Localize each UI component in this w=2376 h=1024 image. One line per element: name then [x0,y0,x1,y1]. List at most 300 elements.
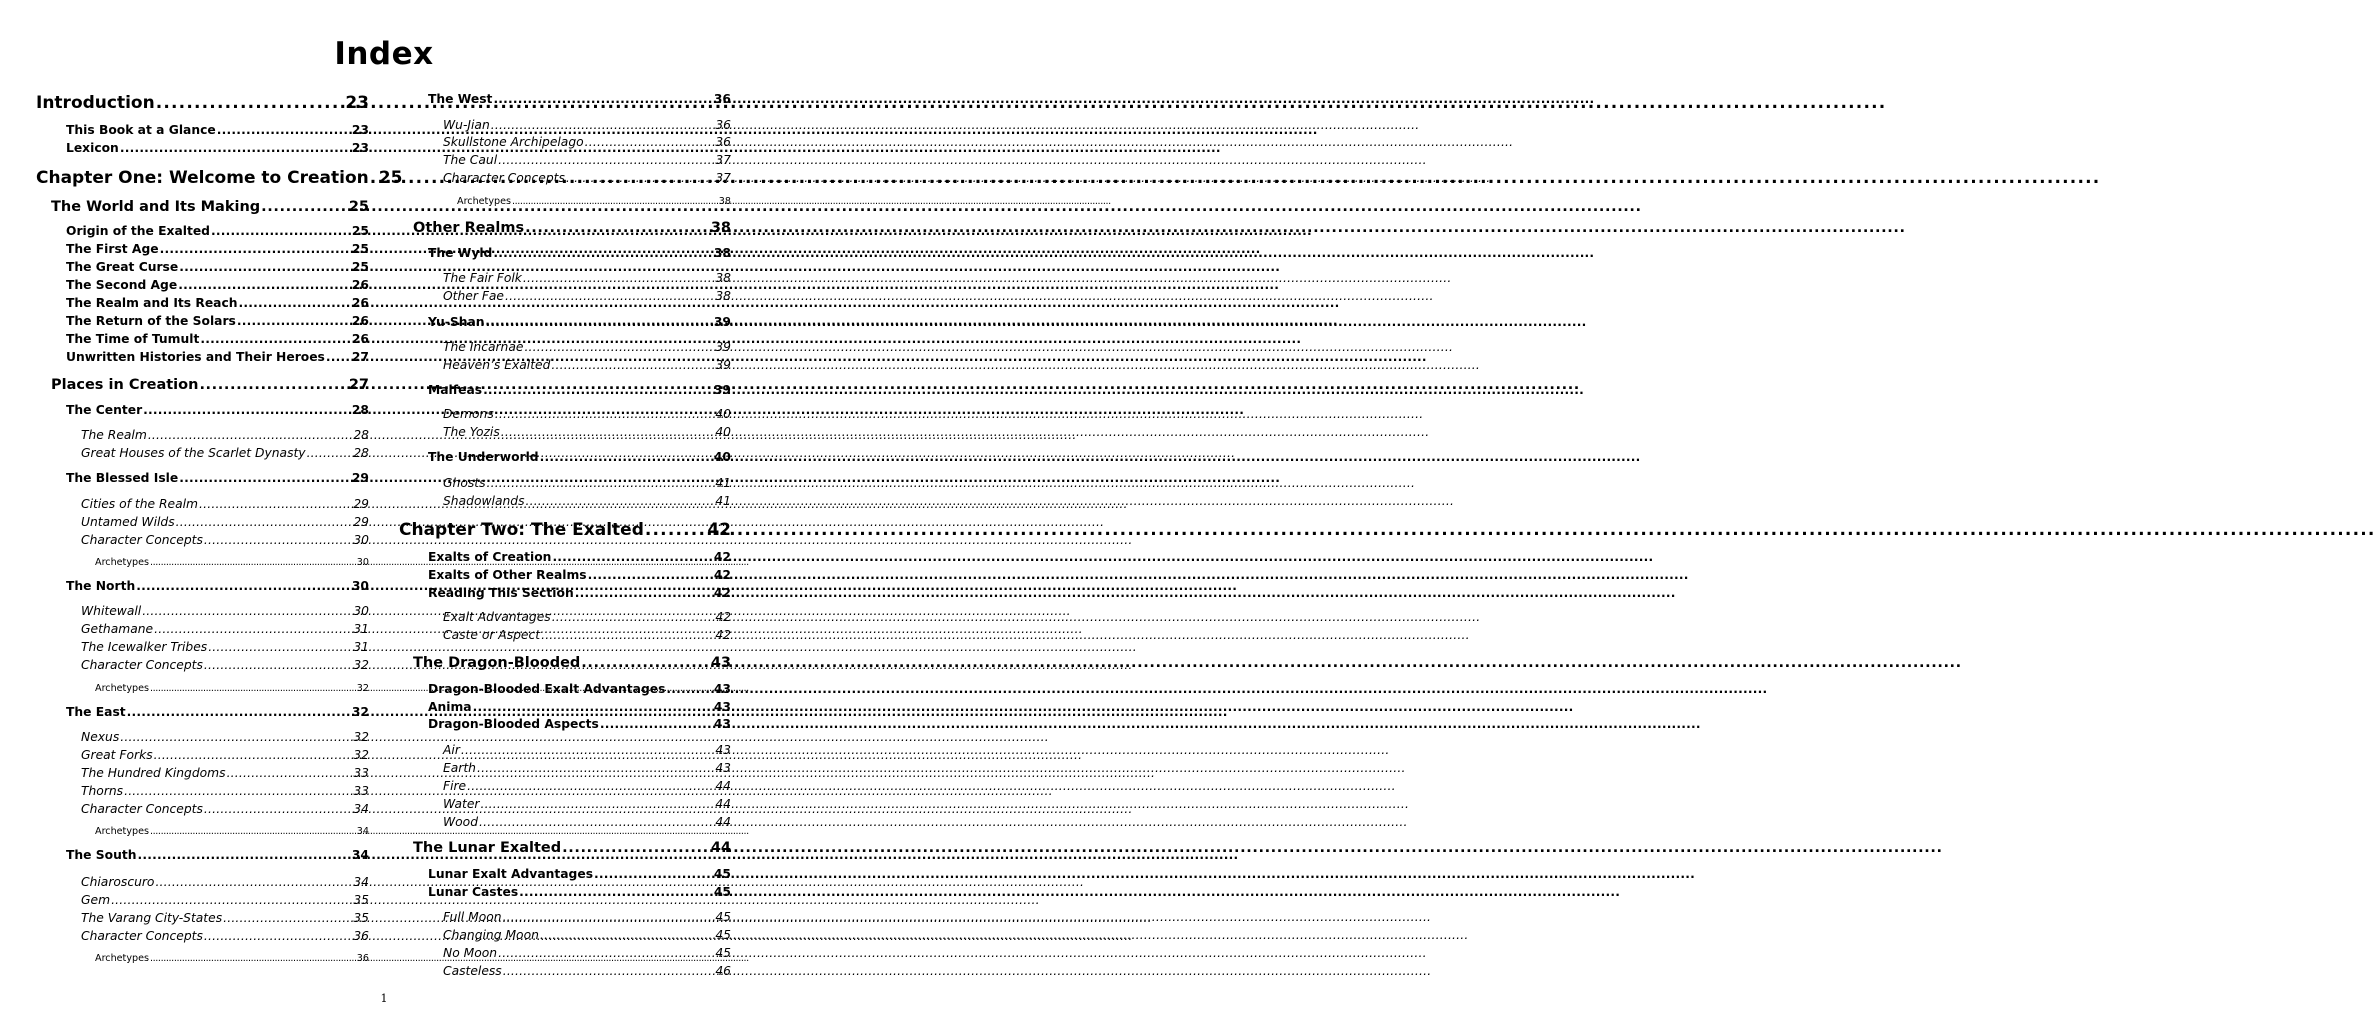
dot-leader [486,314,713,331]
entry-page-number: 33 [353,784,369,798]
index-entry [81,603,369,620]
dot-leader [498,945,714,962]
dot-leader [540,449,713,466]
dot-leader [585,134,715,151]
entry-title: Yu-Shan [428,315,485,329]
dot-leader [237,313,351,330]
page-number: 1 [380,992,388,1005]
entry-title: Changing Moon [443,928,539,942]
entry-title: Heaven’s Exalted [443,358,551,372]
entry-title: Reading This Section [428,586,574,600]
index-entry [95,682,369,696]
index-entry [95,556,369,570]
entry-title: Character Concepts [443,171,565,185]
entry-page-number: 27 [351,350,369,364]
index-entry [81,496,369,513]
entry-page-number: 38 [715,289,731,303]
entry-title: The South [66,848,137,862]
dot-leader [493,91,712,108]
entry-title: The Time of Tumult [66,332,200,346]
entry-title: Anima [428,700,472,714]
entry-title: Malfeas [428,383,483,397]
index-entry [81,892,369,909]
entry-title: Fire [443,779,467,793]
entry-page-number: 39 [715,358,731,372]
dot-leader [150,825,356,839]
entry-title: The Center [66,403,143,417]
entry-title: Caste or Aspect [443,628,541,642]
dot-leader [523,270,714,287]
dot-leader [154,621,352,638]
entry-page-number: 36 [713,92,731,106]
dot-leader [200,331,351,348]
entry-page-number: 29 [353,515,369,529]
entry-title: Untamed Wilds [81,515,175,529]
entry-title: The Underworld [428,450,539,464]
entry-title: The Dragon-Blooded [413,655,581,671]
entry-title: Water [443,797,480,811]
entry-page-number: 44 [710,840,731,856]
entry-page-number: 38 [713,246,731,260]
index-entry [443,778,731,795]
index-entry [428,884,731,901]
index-entry [428,449,731,466]
entry-title: Character Concepts [81,533,203,547]
entry-page-number: 43 [715,743,731,757]
dot-leader [594,866,713,883]
entry-page-number: 36 [715,135,731,149]
entry-page-number: 43 [713,700,731,714]
index-entry [66,349,369,366]
dot-leader [150,556,356,570]
entry-page-number: 34 [351,848,369,862]
index-entry [81,427,369,444]
index-entry [443,493,731,510]
entry-page-number: 38 [710,220,731,236]
dot-leader [477,760,714,777]
entry-title: Great Forks [81,748,153,762]
entry-title: The North [66,579,136,593]
index-entry [428,382,731,399]
index-entry [443,945,731,962]
entry-page-number: 45 [713,867,731,881]
dot-leader [519,884,713,901]
dot-leader [211,223,351,240]
entry-page-number: 32 [351,705,369,719]
index-entry [66,313,369,330]
index-entry [443,475,731,492]
entry-page-number: 28 [353,428,369,442]
entry-page-number: 42 [713,550,731,564]
entry-title: The East [66,705,126,719]
entry-title: Wu-Jian [443,118,490,132]
entry-page-number: 25 [348,199,369,215]
dot-leader [461,742,714,759]
entry-title: Dragon-Blooded Aspects [428,717,599,731]
dot-leader [307,445,353,462]
entry-page-number: 36 [356,953,369,964]
dot-leader [217,122,351,139]
entry-title: Exalts of Other Realms [428,568,587,582]
entry-title: The West [428,92,493,106]
entry-page-number: 25 [351,260,369,274]
entry-page-number: 23 [351,123,369,137]
dot-leader [204,532,352,549]
dot-leader [575,585,713,602]
entry-page-number: 26 [351,314,369,328]
entry-page-number: 42 [713,586,731,600]
dot-leader [142,603,352,620]
entry-title: Places in Creation [51,377,199,393]
entry-title: The Icewalker Tribes [81,640,208,654]
dot-leader [150,682,356,696]
dot-leader [199,496,352,513]
entry-title: The Fair Folk [443,271,522,285]
entry-title: Lunar Exalt Advantages [428,867,594,881]
index-entry [36,166,403,190]
entry-page-number: 35 [353,893,369,907]
dot-leader [179,259,351,276]
entry-page-number: 29 [351,471,369,485]
entry-page-number: 45 [715,910,731,924]
entry-page-number: 46 [715,964,731,978]
entry-page-number: 30 [356,557,369,568]
index-entry [428,567,731,584]
entry-page-number: 25 [378,168,403,188]
dot-leader [581,653,710,673]
entry-page-number: 44 [715,779,731,793]
entry-page-number: 42 [715,628,731,642]
entry-title: Archetypes [95,953,149,964]
dot-leader [501,424,715,441]
entry-page-number: 42 [713,568,731,582]
entry-title: Archetypes [95,826,149,837]
entry-title: Lexicon [66,141,119,155]
dot-leader [486,475,714,492]
entry-page-number: 27 [348,377,369,393]
dot-leader [204,801,352,818]
entry-page-number: 31 [353,622,369,636]
dot-leader [524,339,714,356]
entry-title: Archetypes [95,683,149,694]
index-entry [443,760,731,777]
dot-leader [154,747,353,764]
index-entry [66,578,369,595]
dot-leader [150,952,356,966]
index-entry [81,657,369,674]
entry-page-number: 23 [345,93,369,113]
entry-title: Character Concepts [81,658,203,672]
entry-title: The Return of the Solars [66,314,236,328]
index-entry [428,245,731,262]
index-entry [51,375,369,395]
dot-leader [124,783,352,800]
entry-page-number: 32 [353,730,369,744]
entry-page-number: 43 [713,682,731,696]
index-entry [66,241,369,258]
dot-leader [160,241,351,258]
entry-page-number: 32 [353,748,369,762]
dot-leader [370,166,378,190]
entry-title: Origin of the Exalted [66,224,210,238]
dot-leader [552,549,712,566]
entry-title: The First Age [66,242,159,256]
entry-title: Gem [81,893,111,907]
dot-leader [503,963,715,980]
entry-page-number: 28 [353,446,369,460]
entry-page-number: 38 [718,196,731,207]
entry-title: Air [443,743,460,757]
entry-title: Unwritten Histories and Their Heroes [66,350,325,364]
dot-leader [505,288,714,305]
dot-leader [480,796,714,813]
dot-leader [666,681,712,698]
entry-title: Earth [443,761,476,775]
index-entry [66,295,369,312]
index-entry [443,424,731,441]
entry-title: Thorns [81,784,124,798]
index-entry [428,681,731,698]
dot-leader [120,729,352,746]
entry-page-number: 28 [351,403,369,417]
index-entry [443,134,731,151]
entry-page-number: 33 [353,766,369,780]
entry-page-number: 39 [713,383,731,397]
entry-title: The Great Curse [66,260,179,274]
index-entry [428,866,731,883]
entry-page-number: 32 [353,658,369,672]
dot-leader [588,567,713,584]
index-entry [66,277,369,294]
entry-title: The Second Age [66,278,178,292]
dot-leader [562,838,710,858]
dot-leader [239,295,351,312]
index-entry [66,704,369,721]
entry-title: The Wyld [428,246,493,260]
dot-leader [467,778,714,795]
index-entry [36,91,369,115]
index-entry [81,532,369,549]
entry-page-number: 45 [715,928,731,942]
entry-title: Chiaroscuro [81,875,155,889]
dot-leader [525,493,714,510]
index-entry [443,963,731,980]
index-entry [66,122,369,139]
entry-page-number: 45 [715,946,731,960]
index-entry [81,514,369,531]
index-entry [413,838,731,858]
entry-title: The Hundred Kingdoms [81,766,226,780]
entry-page-number: 25 [351,242,369,256]
entry-page-number: 38 [715,271,731,285]
dot-leader [600,716,713,733]
index-entry [428,549,731,566]
entry-title: Lunar Castes [428,885,519,899]
index-entry [443,814,731,831]
entry-title: Chapter One: Welcome to Creation [36,168,369,188]
index-entry [443,406,731,423]
entry-page-number: 40 [715,407,731,421]
entry-title: Exalts of Creation [428,550,552,564]
dot-leader [155,874,352,891]
index-entry [443,927,731,944]
entry-title: Demons [443,407,494,421]
entry-title: Dragon-Blooded Exalt Advantages [428,682,666,696]
dot-leader [552,609,715,626]
index-entry [66,259,369,276]
entry-page-number: 41 [715,494,731,508]
index-entry [81,783,369,800]
entry-title: The Incarnae [443,340,524,354]
entry-page-number: 40 [713,450,731,464]
index-entry [443,170,731,187]
index-entry [443,796,731,813]
index-entry [443,339,731,356]
index-entry [413,218,731,238]
index-entry [428,91,731,108]
index-entry [81,928,369,945]
dot-leader [540,927,714,944]
dot-leader [645,518,706,542]
entry-page-number: 26 [351,332,369,346]
entry-page-number: 44 [715,797,731,811]
index-entry [81,747,369,764]
dot-leader [479,814,714,831]
entry-title: Cities of the Realm [81,497,199,511]
index-entry [443,152,731,169]
index-entry [81,621,369,638]
index-entry [443,909,731,926]
entry-page-number: 39 [715,340,731,354]
entry-page-number: 37 [715,153,731,167]
dot-leader [156,91,345,115]
entry-title: Other Fae [443,289,504,303]
entry-title: The Caul [443,153,498,167]
entry-page-number: 35 [353,911,369,925]
index-entry [66,331,369,348]
index-entry [81,729,369,746]
index-entry [428,716,731,733]
entry-title: This Book at a Glance [66,123,216,137]
dot-leader [493,245,713,262]
entry-title: The Lunar Exalted [413,840,562,856]
entry-page-number: 32 [356,683,369,694]
index-entry [399,518,731,542]
entry-title: No Moon [443,946,498,960]
index-entry [443,117,731,134]
entry-title: The World and Its Making [51,199,261,215]
entry-title: Skullstone Archipelago [443,135,584,149]
index-entry [81,801,369,818]
index-entry [443,742,731,759]
entry-title: Gethamane [81,622,154,636]
dot-leader [111,892,352,909]
entry-title: The Blessed Isle [66,471,179,485]
dot-leader [223,910,352,927]
entry-title: The Yozis [443,425,500,439]
entry-page-number: 30 [353,604,369,618]
dot-leader [179,470,351,487]
index-entry [81,910,369,927]
entry-title: Ghosts [443,476,486,490]
dot-leader [148,427,353,444]
index-entry [81,639,369,656]
entry-page-number: 45 [713,885,731,899]
dot-leader [136,578,351,595]
index-entry [428,314,731,331]
entry-page-number: 29 [353,497,369,511]
index-entry [443,270,731,287]
index-entry [443,357,731,374]
dot-leader [498,152,714,169]
dot-leader [541,627,714,644]
entry-title: Archetypes [95,557,149,568]
entry-page-number: 44 [715,815,731,829]
entry-page-number: 26 [351,296,369,310]
index-entry [66,402,369,419]
entry-page-number: 43 [715,761,731,775]
entry-title: Wood [443,815,479,829]
entry-page-number: 40 [715,425,731,439]
entry-title: Full Moon [443,910,502,924]
entry-page-number: 30 [351,579,369,593]
entry-title: Introduction [36,93,155,113]
index-entry [51,197,369,217]
dot-leader [483,382,713,399]
entry-title: The Realm and Its Reach [66,296,238,310]
entry-page-number: 23 [351,141,369,155]
dot-leader [326,349,351,366]
entry-page-number: 41 [715,476,731,490]
index-entry [66,140,369,157]
dot-leader [176,514,353,531]
dot-leader [199,375,347,395]
dot-leader [204,928,352,945]
entry-page-number: 42 [715,610,731,624]
dot-leader [208,639,352,656]
dot-leader [551,357,714,374]
entry-page-number: 36 [715,118,731,132]
entry-page-number: 36 [353,929,369,943]
index-entry [81,765,369,782]
entry-title: Whitewall [81,604,142,618]
entry-page-number: 39 [713,315,731,329]
entry-title: Shadowlands [443,494,525,508]
index-entry [413,653,731,673]
index-entry [66,847,369,864]
dot-leader [127,704,351,721]
index-entry [428,585,731,602]
index-entry [443,288,731,305]
entry-page-number: 26 [351,278,369,292]
entry-title: Nexus [81,730,120,744]
dot-leader [491,117,715,134]
dot-leader [120,140,351,157]
dot-leader [137,847,350,864]
entry-title: Archetypes [457,196,511,207]
entry-page-number: 42 [707,520,731,540]
index-entry [81,445,369,462]
entry-page-number: 30 [353,533,369,547]
entry-title: The Realm [81,428,147,442]
dot-leader [261,197,348,217]
index-entry [81,874,369,891]
index-entry [95,825,369,839]
index-entry [66,470,369,487]
index-entry [428,699,731,716]
dot-leader [512,195,718,209]
entry-page-number: 34 [353,802,369,816]
